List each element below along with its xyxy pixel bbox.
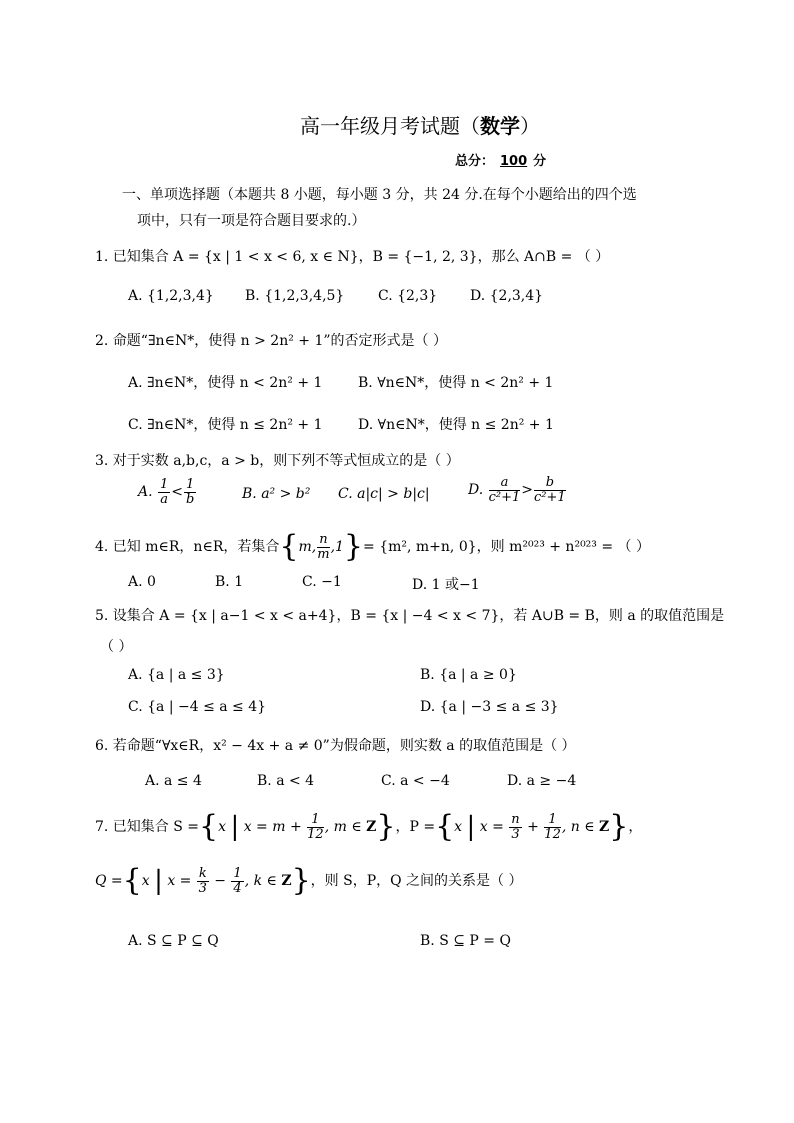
subject-name: 数学 [480,114,520,138]
fraction: $\frac{b}{\text{c²+1}}$ [534,475,566,505]
q4-option-a: A. 0 [128,574,156,590]
question-2-stem: 2. 命题“∃n∈N*，使得 n > 2n² + 1”的否定形式是（ ） [95,333,447,349]
question-1-stem: 1. 已知集合 A = {x | 1 < x < 6, x ∈ N}，B = {−1, 2, 3}，那么 A∩B = （ ） [95,249,610,265]
q5-option-a: A. {a | a ≤ 3} [128,667,225,683]
question-5-stem: 5. 设集合 A = {x | a−1 < x < a+4}，B = {x | −4 < x < 7}，若 A∪B = B，则 a 的取值范围是 [95,608,725,624]
total-score: 总分： 100 分 [455,154,547,169]
fraction: $\frac{n}{m}$ [317,531,330,562]
question-3-stem: 3. 对于实数 a,b,c，a > b，则下列不等式恒成立的是（ ） [95,453,460,469]
q2-option-a: A. ∃n∈N*，使得 n < 2n² + 1 [128,375,323,391]
q5-option-d: D. {a | −3 ≤ a ≤ 3} [420,699,559,715]
q5-option-c: C. {a | −4 ≤ a ≤ 4} [128,699,267,715]
q3-option-d: D. $\frac{a}{\text{c²+1}}$ > $\frac{b}{\text{c²+1}}$ [468,475,566,505]
section-instruction-line1: 一、单项选择题（本题共 8 小题，每小题 3 分，共 24 分.在每个小题给出的四个选 [122,187,637,203]
q2-option-c: C. ∃n∈N*，使得 n ≤ 2n² + 1 [128,417,323,433]
q6-option-d: D. a ≥ −4 [507,773,577,789]
q1-option-a: A. {1,2,3,4} [128,288,214,304]
q1-option-b: B. {1,2,3,4,5} [245,288,345,304]
question-6-stem: 6. 若命题“∀x∈R，x² − 4x + a ≠ 0”为假命题，则实数 a 的取值范围是（ ） [95,738,576,754]
q3-option-c: C. a|c| > b|c| [338,486,430,502]
q6-option-a: A. a ≤ 4 [145,773,202,789]
q1-option-d: D. {2,3,4} [470,288,544,304]
page-title: 高一年级月考试题（数学） [300,114,540,138]
q4-option-b: B. 1 [215,574,244,590]
q1-option-c: C. {2,3} [378,288,438,304]
q7-option-a: A. S ⊆ P ⊆ Q [128,933,219,949]
q4-option-d: D. 1 或−1 [412,577,480,593]
q3-option-a: A. $\frac{1}{a}$ < $\frac{1}{b}$ [138,477,195,507]
question-7-stem: 7. 已知集合 S ={x | x = m + $\frac{1}{12}$ , m ∈ Z}，P ={x | x = $\frac{n}{3}$ + $\frac{1}{12}$ , n ∈ Z}， [95,809,643,844]
section-instruction-line2: 项中，只有一项是符合题目要求的.） [137,213,366,229]
question-4-stem: 4. 已知 m∈R，n∈R，若集合{m, $\frac{n}{m}$ ,1}= {m², m+n, 0}，则 m²⁰²³ + n²⁰²³ = （ ） [95,529,650,564]
fraction: $\frac{k}{3}$ [198,865,207,896]
question-7-stem-continued: Q ={x | x = $\frac{k}{3}$ − $\frac{1}{4}$ , k ∈ Z}，则 S，P，Q 之间的关系是（ ） [95,863,523,898]
fraction: $\frac{1}{12}$ [544,811,561,842]
q6-option-c: C. a < −4 [381,773,450,789]
q3-option-b: B. a² > b² [242,486,311,502]
fraction: $\frac{n}{3}$ [511,811,520,842]
fraction: $\frac{a}{\text{c²+1}}$ [488,475,521,505]
fraction: $\frac{1}{a}$ [160,477,169,507]
q5-option-b: B. {a | a ≥ 0} [420,667,517,683]
question-5-answer-bracket: （ ） [100,639,133,655]
fraction: $\frac{1}{12}$ [307,811,324,842]
score-value: 100 [500,154,528,169]
q4-option-c: C. −1 [302,574,342,590]
q2-option-d: D. ∀n∈N*，使得 n ≤ 2n² + 1 [358,417,554,433]
q7-option-b: B. S ⊆ P = Q [420,933,511,949]
q6-option-b: B. a < 4 [257,773,315,789]
fraction: $\frac{1}{4}$ [233,865,242,896]
q2-option-b: B. ∀n∈N*，使得 n < 2n² + 1 [358,375,554,391]
fraction: $\frac{1}{b}$ [186,477,195,507]
